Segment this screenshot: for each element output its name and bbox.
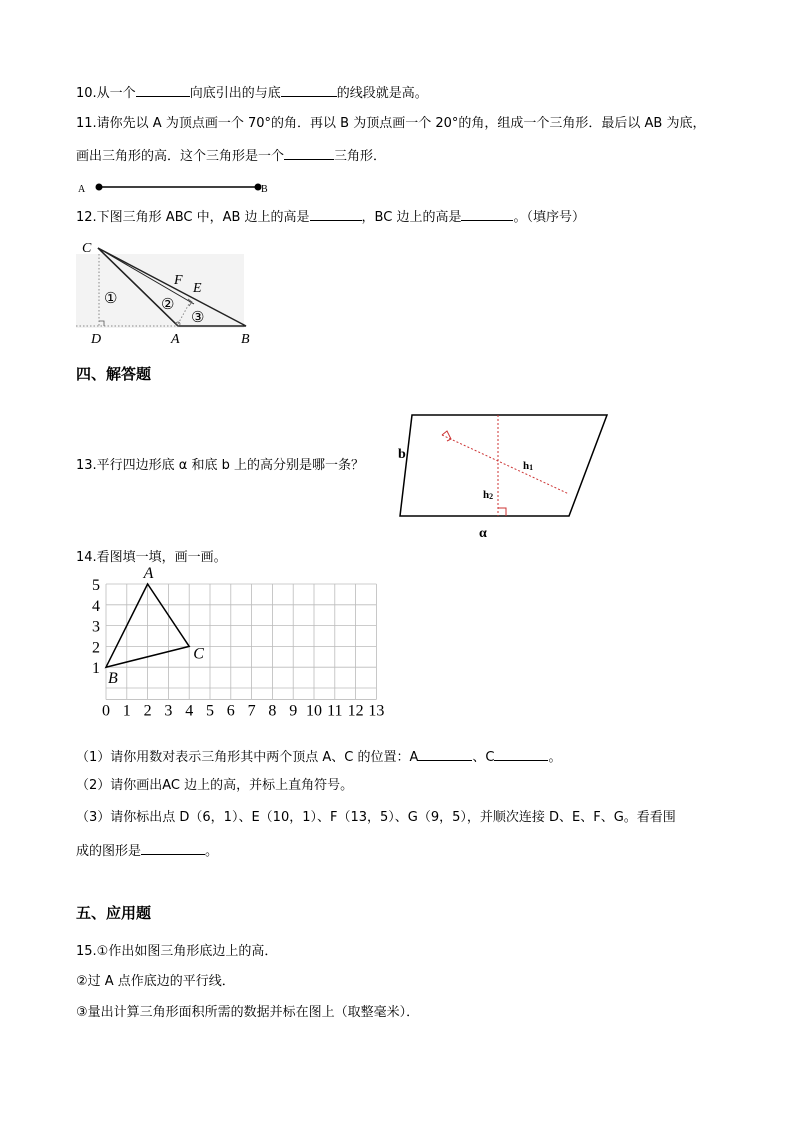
- figure-background: [76, 254, 244, 328]
- y-tick-label: 3: [92, 618, 100, 636]
- x-tick-label: 0: [102, 702, 110, 720]
- segment-ab-figure: [72, 178, 282, 196]
- region-1-label: ①: [104, 291, 118, 307]
- question-15-line-1: 15.①作出如图三角形底边上的高．: [76, 944, 278, 959]
- point-a: [96, 184, 103, 191]
- label-h1: h1: [523, 460, 534, 472]
- height-h1: [442, 435, 569, 494]
- grid-lines: [106, 584, 376, 699]
- x-tick-label: 2: [143, 702, 152, 720]
- y-tick-label: 1: [92, 660, 100, 678]
- parallelogram-figure: [395, 410, 615, 540]
- question-14-title: 14.看图填一填，画一画。: [76, 550, 227, 565]
- label-a: A: [171, 332, 180, 347]
- triangle-abc-figure: [76, 236, 250, 347]
- question-14-part-3-line-1: （3）请你标出点 D（6，1）、E（10，1）、F（13，5）、G（9，5），并顺次连接 D、E、F、G。看看围: [76, 810, 676, 825]
- point-a-label: A: [78, 184, 86, 195]
- x-tick-label: 7: [247, 702, 256, 720]
- question-10: 10.从一个 向底引出的与底 的线段就是高。: [76, 82, 428, 104]
- x-tick-label: 12: [347, 702, 364, 720]
- section-5-title: 五、应用题: [76, 904, 152, 922]
- answer-blank[interactable]: [141, 840, 205, 855]
- section-4-title: 四、解答题: [76, 365, 152, 383]
- answer-blank[interactable]: [136, 82, 190, 97]
- label-alpha: α: [479, 526, 487, 541]
- y-tick-label: 5: [92, 577, 100, 594]
- question-14-part-1: （1）请你用数对表示三角形其中两个顶点 A、C 的位置：A 、C 。: [76, 746, 562, 768]
- answer-blank[interactable]: [310, 206, 362, 221]
- x-tick-label: 4: [185, 702, 194, 720]
- question-13: 13.平行四边形底 α 和底 b 上的高分别是哪一条？: [76, 458, 365, 473]
- x-tick-label: 13: [368, 702, 385, 720]
- question-14-part-3-line-2: 成的图形是 。: [76, 840, 218, 862]
- right-angle-mark-h2: [498, 508, 506, 516]
- grid-tick-labels: [92, 577, 384, 719]
- x-tick-label: 8: [268, 702, 277, 720]
- x-tick-label: 6: [226, 702, 235, 720]
- label-d: D: [91, 332, 102, 347]
- x-tick-label: 3: [164, 702, 173, 720]
- question-15-line-3: ③量出计算三角形面积所需的数据并标在图上（取整毫米）．: [76, 1005, 420, 1020]
- label-e: E: [193, 281, 202, 296]
- x-tick-label: 1: [122, 702, 131, 720]
- label-b: b: [398, 447, 406, 462]
- region-3-label: ③: [191, 310, 205, 326]
- answer-blank[interactable]: [284, 145, 334, 160]
- region-2-label: ②: [161, 297, 175, 313]
- label-c: C: [82, 241, 92, 256]
- question-11-line-1: 11.请你先以 A 为顶点画一个 70°的角．再以 B 为顶点画一个 20°的角，组成一个三角形．最后以 AB 为底，: [76, 116, 706, 131]
- vertex-label-c: C: [193, 645, 204, 663]
- x-tick-label: 5: [206, 702, 214, 720]
- question-14-part-2: （2）请你画出AC 边上的高，并标上直角符号。: [76, 778, 354, 793]
- answer-blank[interactable]: [281, 82, 337, 97]
- label-h2: h2: [483, 489, 494, 501]
- answer-blank[interactable]: [418, 746, 472, 761]
- answer-blank[interactable]: [494, 746, 548, 761]
- x-tick-label: 9: [289, 702, 298, 720]
- y-tick-label: 4: [92, 597, 100, 615]
- coordinate-grid-figure: [86, 565, 386, 728]
- y-tick-label: 2: [92, 639, 100, 657]
- x-tick-label: 10: [306, 702, 322, 720]
- question-11-line-2: 画出三角形的高．这个三角形是一个 三角形．: [76, 145, 386, 167]
- point-b-label: B: [261, 184, 268, 195]
- label-b: B: [241, 332, 250, 347]
- question-12: 12.下图三角形 ABC 中，AB 边上的高是 ，BC 边上的高是 。（填序号）: [76, 206, 585, 228]
- answer-blank[interactable]: [461, 206, 513, 221]
- question-15-line-2: ②过 A 点作底边的平行线．: [76, 974, 235, 989]
- parallelogram: [400, 415, 607, 516]
- label-f: F: [174, 273, 183, 288]
- vertex-label-a: A: [143, 565, 154, 582]
- vertex-label-b: B: [108, 670, 118, 688]
- x-tick-label: 11: [327, 702, 343, 720]
